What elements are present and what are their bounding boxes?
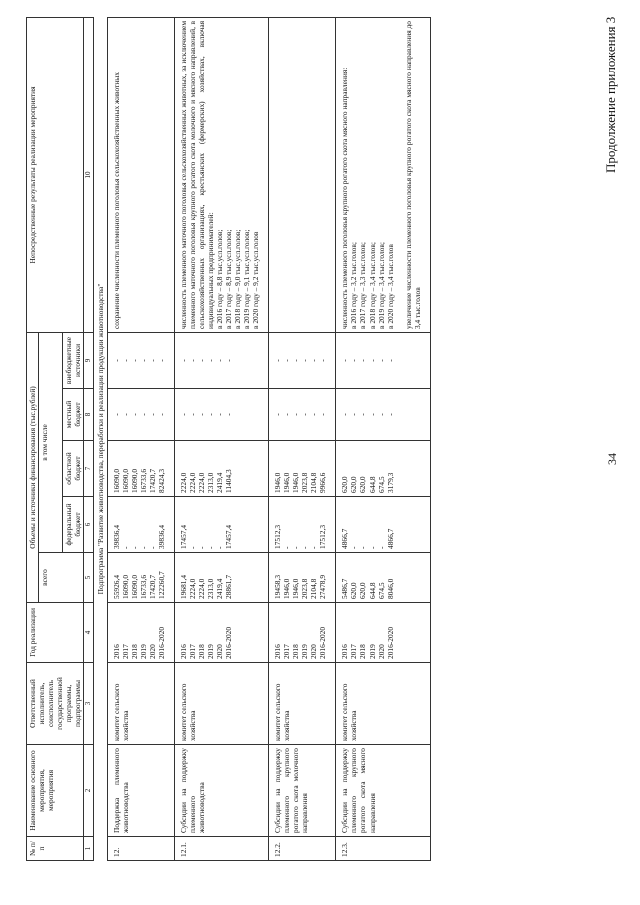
row-number: 12.3. (336, 837, 430, 861)
extrabudget: - - - - - - (174, 332, 268, 388)
regional: 1946,0 1946,0 1946,0 2023,8 2104,8 9966,6 (269, 441, 336, 497)
years: 2016 2017 2018 2019 2020 2016-2020 (336, 603, 430, 663)
extrabudget: - - - - - - (107, 332, 174, 388)
executor: комитет сельского хозяйства (336, 663, 430, 745)
col-number: 8 (84, 389, 94, 441)
col-number: 5 (84, 553, 94, 603)
result-text: численность племенного поголовья крупного рогатого скота мясного направления: в 2016 году – 3,2 тыс.голов; в 2017 году – 3,3 тыс.голов; в 2018 году – 3,4 тыс.голов; в 2019 году – 3,4 тыс.голов; в 2020 году – 3,4 тыс.голов (340, 67, 395, 329)
result-summary: увеличение численности племенного поголовья крупного рогатого скота мясного направления до 3,4 тыс.голов (403, 20, 422, 329)
local: - - - - - - (174, 389, 268, 441)
table-row (336, 17, 430, 860)
header-federal: федеральный бюджет (63, 497, 84, 553)
header-num: № п/п (27, 837, 84, 861)
result (336, 17, 430, 332)
header-regional: областной бюджет (63, 441, 84, 497)
measure-name: Субсидии на поддержку племенного животноводства (174, 745, 268, 837)
measure-name: Поддержка племенного животноводства (107, 745, 174, 837)
regional: 620,0 620,0 620,0 644,8 674,5 3179,3 (336, 441, 430, 497)
row-number: 12. (107, 837, 174, 861)
table-row (269, 17, 336, 860)
col-number: 4 (84, 603, 94, 663)
result: численность племенного маточного поголовья сельскохозяйственных животных, за исключением племенного маточного поголовья крупного рогатого скота молочного и мясного направлений, в сельскохозяйственных организациях, крестьянских (фермерских) хозяйствах, включая индивидуальных предпринимателей: в 2016 году – 8,8 тыс.усл.голов; в 2017 году – 8,9 тыс.усл.голов; в 2018 году – 9,0 тыс.усл.голов; в 2019 году – 9,1 тыс.усл.голов; в 2020 году – 9,2 тыс.усл.голов (174, 17, 268, 332)
col-number: 1 (84, 837, 94, 861)
years: 2016 2017 2018 2019 2020 2016-2020 (107, 603, 174, 663)
appendix-heading: Продолжение приложения 3 (603, 16, 618, 173)
col-number: 3 (84, 663, 94, 745)
table-row (107, 17, 174, 860)
measure-name: Субсидии на поддержку племенного крупного рогатого скота молочного направления (269, 745, 336, 837)
header-row (27, 17, 39, 860)
page-number: 34 (605, 453, 619, 465)
total: 19681,4 2224,0 2224,0 2313,0 2419,4 28861,7 (174, 553, 268, 603)
years: 2016 2017 2018 2019 2020 2016-2020 (174, 603, 268, 663)
header-executor: Ответственный исполнитель, соисполнитель государственной программы, подпрограммы (27, 663, 84, 745)
total: 19458,3 1946,0 1946,0 2023,8 2104,8 27478,9 (269, 553, 336, 603)
subprogram-title: Подпрограмма "Развитие животноводства, переработки и реализации продукции животноводства" (93, 17, 107, 860)
header-results: Непосредственные результаты реализации мероприятия (27, 17, 84, 332)
result: сохранение численности племенного поголовья сельскохозяйственных животных (107, 17, 174, 332)
measure-name: Субсидии на поддержку племенного крупного рогатого скота мясного направления (336, 745, 430, 837)
header-funding-group: Объемы и источники финансирования (тыс.рублей) (27, 332, 39, 602)
total: 5486,7 620,0 620,0 644,8 674,5 8046,0 (336, 553, 430, 603)
header-year: Год реализации (27, 603, 84, 663)
federal: 39836,4 - - - - 39836,4 (107, 497, 174, 553)
federal: 17457,4 - - - - 17457,4 (174, 497, 268, 553)
col-number: 7 (84, 441, 94, 497)
extrabudget: - - - - - - (336, 332, 430, 388)
header-name: Наименование основного мероприятия, мероприятия (27, 745, 84, 837)
regional: 16090,0 16090,0 16090,0 16733,6 17420,7 82424,3 (107, 441, 174, 497)
header-local: местный бюджет (63, 389, 84, 441)
regional: 2224,0 2224,0 2224,0 2313,0 2419,4 11404,3 (174, 441, 268, 497)
federal: 4866,7 - - - - 4866,7 (336, 497, 430, 553)
header-including: в том числе (39, 332, 63, 552)
header-extrabudget: внебюджетные источники (63, 332, 84, 388)
row-number: 12.2. (269, 837, 336, 861)
col-number: 9 (84, 332, 94, 388)
executor: комитет сельского хозяйства (107, 663, 174, 745)
column-number-row (84, 17, 94, 860)
table-row (174, 17, 268, 860)
header-total: всего (39, 553, 84, 603)
extrabudget: - - - - - - (269, 332, 336, 388)
total: 55926,4 16090,0 16090,0 16733,6 17420,7 122260,7 (107, 553, 174, 603)
executor: комитет сельского хозяйства (174, 663, 268, 745)
local: - - - - - - (269, 389, 336, 441)
program-table (26, 17, 431, 861)
col-number: 2 (84, 745, 94, 837)
years: 2016 2017 2018 2019 2020 2016-2020 (269, 603, 336, 663)
local: - - - - - - (336, 389, 430, 441)
row-number: 12.1. (174, 837, 268, 861)
result (269, 17, 336, 332)
federal: 17512,3 - - - - 17512,3 (269, 497, 336, 553)
col-number: 10 (84, 17, 94, 332)
local: - - - - - - (107, 389, 174, 441)
executor: комитет сельского хозяйства (269, 663, 336, 745)
col-number: 6 (84, 497, 94, 553)
